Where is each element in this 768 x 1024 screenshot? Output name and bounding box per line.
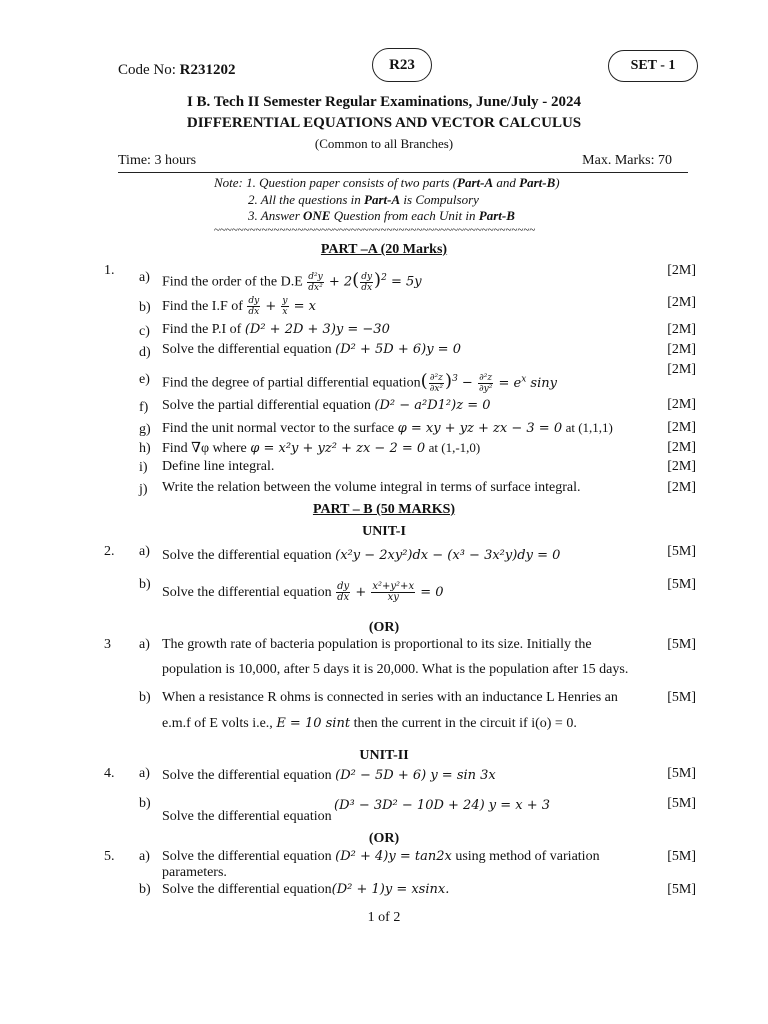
q3a-label: a): [139, 637, 150, 652]
q5a-text-line-1: Solve the differential equation (D² + 4)y = tan2x using method of variation: [162, 849, 600, 864]
q1f-marks: [2M]: [667, 397, 696, 412]
q1j-marks: [2M]: [667, 480, 696, 495]
q3a-text-line-1: The growth rate of bacteria population is proportional to its size. Initially the: [162, 637, 592, 652]
q1g-marks: [2M]: [667, 420, 696, 435]
common-branches: (Common to all Branches): [314, 136, 454, 151]
q1h-text: Find ∇φ where φ = x²y + yz² + zx − 2 = 0 at (1,-1,0): [162, 440, 481, 456]
q2a-text: Solve the differential equation (x²y − 2xy²)dx − (x³ − 3x²y)dy = 0: [162, 548, 561, 563]
q2a-label: a): [139, 544, 150, 559]
q1f-text: Solve the partial differential equation (D² − a²D1²)z = 0: [162, 398, 491, 413]
q4b-text: Solve the differential equation: [162, 809, 332, 824]
q2b-label: b): [139, 577, 151, 592]
q1b-label: b): [139, 300, 151, 315]
q1c-marks: [2M]: [667, 322, 696, 337]
q1c-text: Find the P.I of (D² + 2D + 3)y = −30: [162, 322, 390, 337]
q1g-text: Find the unit normal vector to the surface φ = xy + yz + zx − 3 = 0 at (1,1,1): [162, 420, 613, 436]
q5b-label: b): [139, 882, 151, 897]
q4a-text: Solve the differential equation (D² − 5D + 6) y = sin 3x: [162, 768, 496, 783]
q1c-label: c): [139, 324, 150, 339]
q3a-text-line-2: population is 10,000, after 5 days it is 20,000. What is the population after 15 days.: [162, 662, 629, 677]
code-number: [118, 62, 236, 78]
code-label: Code No:: [118, 62, 176, 78]
q1j-text: Write the relation between the volume integral in terms of surface integral.: [162, 480, 581, 495]
q3b-text-line-1: When a resistance R ohms is connected in series with an inductance L Henries an: [162, 690, 618, 705]
note-line-2: 2. All the questions in Part-A is Compulsory: [248, 192, 479, 207]
note-line-3: 3. Answer ONE Question from each Unit in Part-B: [248, 208, 515, 223]
q1i-text: Define line integral.: [162, 459, 275, 474]
exam-title: I B. Tech II Semester Regular Examinations, June/July - 2024: [186, 94, 582, 110]
q2b-text: Solve the differential equation $\frac{dy}{dx}$ + $\frac{\text{x²+y²+x}}{xy}$ = 0: [162, 581, 444, 604]
q4b-math: (D³ − 3D² − 10D + 24) y = x + 3: [334, 798, 551, 813]
part-a-heading: PART –A (20 Marks): [320, 242, 448, 257]
regulation-badge: R23: [372, 48, 432, 82]
q1b-marks: [2M]: [667, 295, 696, 310]
q1i-label: i): [139, 460, 148, 475]
question-number-4: 4.: [104, 766, 115, 781]
q5b-text: Solve the differential equation(D² + 1)y = xsinx.: [162, 882, 450, 897]
q1h-label: h): [139, 441, 151, 456]
q1j-label: j): [139, 482, 148, 497]
or-separator-2: (OR): [368, 831, 400, 846]
q5a-marks: [5M]: [667, 849, 696, 864]
set-badge: SET - 1: [608, 50, 698, 82]
q5a-label: a): [139, 849, 150, 864]
q3b-label: b): [139, 690, 151, 705]
q3b-text-line-2: e.m.f of E volts i.e., E = 10 sint then the current in the circuit if i(o) = 0.: [162, 716, 577, 731]
code-value: R231202: [179, 62, 236, 78]
q4b-marks: [5M]: [667, 796, 696, 811]
q1d-marks: [2M]: [667, 342, 696, 357]
q1e-label: e): [139, 372, 150, 387]
time-duration: Time: 3 hours: [118, 153, 197, 168]
q1e-text: Find the degree of partial differential equation( $\frac{\text{∂²z}}{\text{∂x²}}$ )$^3$ − $\frac{\text{∂²z}}{\text{∂y²}}$ = $e^x$ siny: [162, 370, 557, 394]
q4a-marks: [5M]: [667, 766, 696, 781]
q1f-label: f): [139, 400, 149, 415]
q3b-marks: [5M]: [667, 690, 696, 705]
question-number-3: 3: [104, 637, 111, 652]
q2a-marks: [5M]: [667, 544, 696, 559]
q5b-marks: [5M]: [667, 882, 696, 897]
unit-1-heading: UNIT-I: [362, 524, 406, 539]
q4a-label: a): [139, 766, 150, 781]
or-separator-1: (OR): [368, 620, 400, 635]
q2b-marks: [5M]: [667, 577, 696, 592]
q4b-label: b): [139, 796, 151, 811]
question-number-5: 5.: [104, 849, 115, 864]
tilde-divider: ~~~~~~~~~~~~~~~~~~~~~~~~~~~~~~~~~~~~~~~~~~~~~~~~~~~~~~: [214, 224, 536, 236]
q1d-text: Solve the differential equation (D² + 5D + 6)y = 0: [162, 342, 461, 357]
q1d-label: d): [139, 345, 151, 360]
unit-2-heading: UNIT-II: [359, 748, 409, 763]
q1a-text: Find the order of the D.E $\frac{\text{d²y}}{\text{dx²}}$ + 2( $\frac{dy}{dx}$ )$^2$ = 5y: [162, 269, 422, 293]
max-marks: Max. Marks: 70: [582, 153, 672, 168]
q1b-text: Find the I.F of $\frac{dy}{dx}$ + $\frac{y}{x}$ = x: [162, 296, 317, 318]
page-number: 1 of 2: [367, 910, 401, 925]
subject-title: DIFFERENTIAL EQUATIONS AND VECTOR CALCULUS: [186, 115, 582, 131]
q3a-marks: [5M]: [667, 637, 696, 652]
question-number-2: 2.: [104, 544, 115, 559]
note-line-1: Note: 1. Question paper consists of two parts (Part-A and Part-B): [214, 175, 560, 190]
q1a-label: a): [139, 270, 150, 285]
question-number-1: 1.: [104, 263, 115, 278]
q1e-marks: [2M]: [667, 362, 696, 377]
part-b-heading: PART – B (50 MARKS): [312, 502, 456, 517]
q1h-marks: [2M]: [667, 440, 696, 455]
q5a-text-line-2: parameters.: [162, 865, 227, 880]
q1g-label: g): [139, 422, 151, 437]
q1i-marks: [2M]: [667, 459, 696, 474]
header-divider: [118, 172, 688, 173]
q1a-marks: [2M]: [667, 263, 696, 278]
